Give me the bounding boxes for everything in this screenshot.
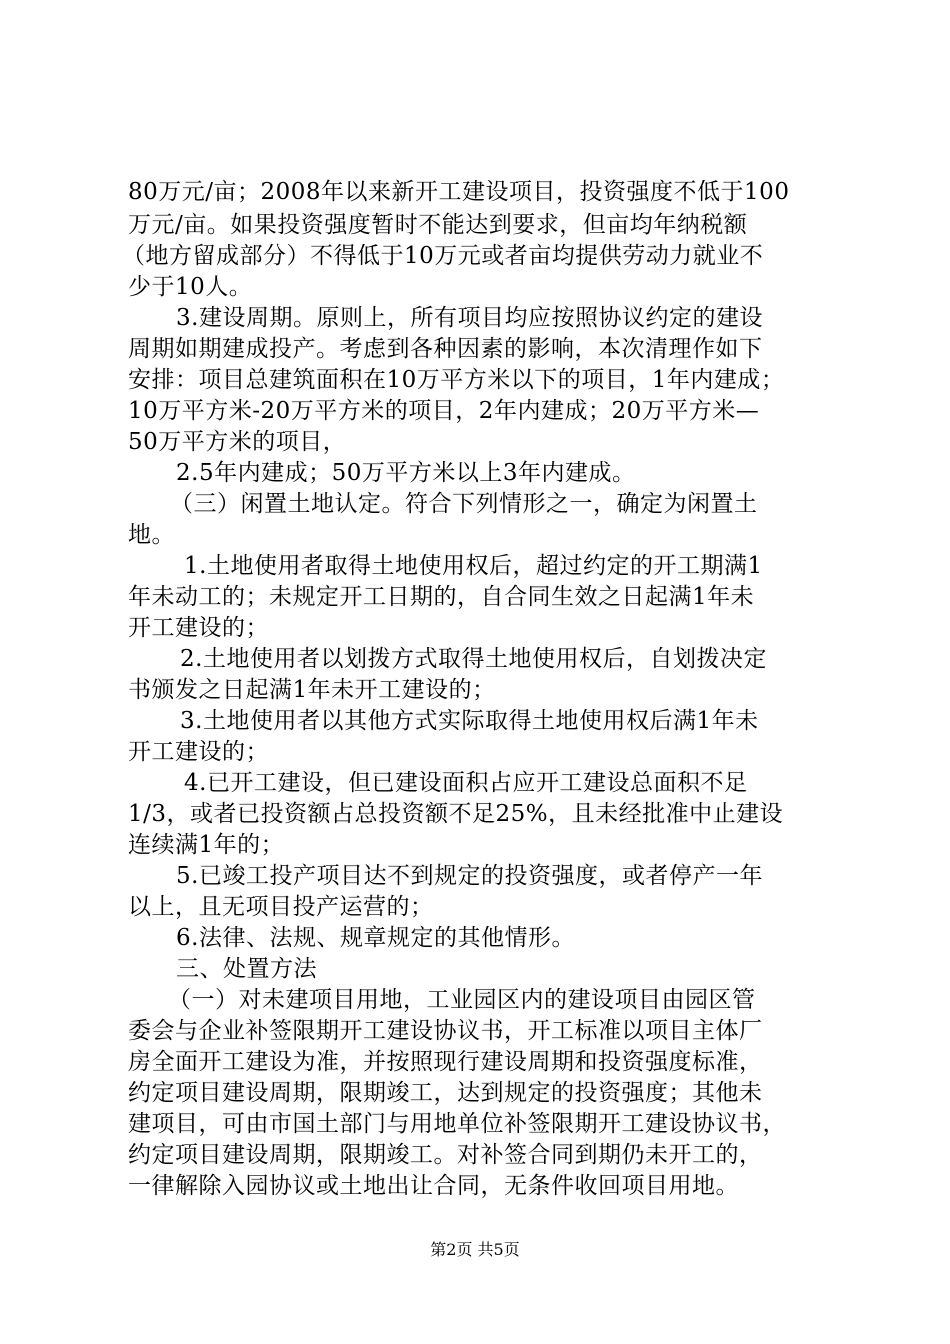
text-line: 10万平方米-20万平方米的项目，2年内建成；20万平方米— [128, 398, 760, 424]
text-line: 约定项目建设周期，限期竣工。对补签合同到期仍未开工的， [128, 1142, 763, 1168]
text-line: 以上，且无项目投产运营的； [128, 894, 434, 920]
page-number-footer: 第2页 共5页 [430, 1240, 520, 1259]
text-line: 连续满1年的； [128, 832, 285, 858]
text-line: 周期如期建成投产。考虑到各种因素的影响，本次清理作如下 [128, 336, 763, 362]
text-line: 建项目，可由市国土部门与用地单位补签限期开工建设协议书， [128, 1111, 786, 1137]
text-line: 3.土地使用者以其他方式实际取得土地使用权后满1年未 [180, 708, 759, 734]
text-line: 4.已开工建设，但已建设面积占应开工建设总面积不足 [184, 770, 748, 796]
section-heading: （三）闲置土地认定。符合下列情形之一，确定为闲置土 [170, 491, 758, 517]
text-line: 书颁发之日起满1年未开工建设的； [128, 677, 496, 703]
text-line: 一律解除入园协议或土地出让合同，无条件收回项目用地。 [128, 1173, 739, 1199]
text-line: 80万元/亩；2008年以来新开工建设项目，投资强度不低于100 [128, 179, 790, 205]
text-line: （一）对未建项目用地，工业园区内的建设项目由园区管 [168, 987, 756, 1013]
text-line: 委会与企业补签限期开工建设协议书，开工标准以项目主体厂 [128, 1018, 763, 1044]
text-line: 开工建设的； [128, 615, 269, 641]
text-line: 地。 [128, 522, 175, 548]
text-line: 5.已竣工投产项目达不到规定的投资强度，或者停产一年 [176, 863, 763, 889]
text-line: 6.法律、法规、规章规定的其他情形。 [176, 925, 575, 951]
text-line: 2.5年内建成；50万平方米以上3年内建成。 [176, 460, 636, 486]
text-line: 约定项目建设周期，限期竣工，达到规定的投资强度；其他未 [128, 1080, 763, 1106]
text-line: 50万平方米的项目， [128, 429, 347, 455]
text-line: 万元/亩。如果投资强度暂时不能达到要求，但亩均年纳税额 [128, 212, 748, 238]
section-heading: 三、处置方法 [176, 956, 317, 982]
text-line: 开工建设的； [128, 739, 269, 765]
text-line: 房全面开工建设为准，并按照现行建设周期和投资强度标准， [128, 1049, 763, 1075]
text-line: 2.土地使用者以划拨方式取得土地使用权后，自划拨决定 [180, 646, 767, 672]
text-line: （地方留成部分）不得低于10万元或者亩均提供劳动力就业不 [122, 243, 764, 269]
text-line: 安排：项目总建筑面积在10万平方米以下的项目，1年内建成； [128, 367, 785, 393]
text-line: 少于10人。 [128, 274, 253, 300]
text-line: 3.建设周期。原则上，所有项目均应按照协议约定的建设 [176, 305, 763, 331]
text-line: 年未动工的；未规定开工日期的，自合同生效之日起满1年未 [128, 584, 755, 610]
text-line: 1/3，或者已投资额占总投资额不足25%，且未经批准中止建设 [128, 801, 784, 827]
text-line: 1.土地使用者取得土地使用权后，超过约定的开工期满1 [184, 553, 763, 579]
